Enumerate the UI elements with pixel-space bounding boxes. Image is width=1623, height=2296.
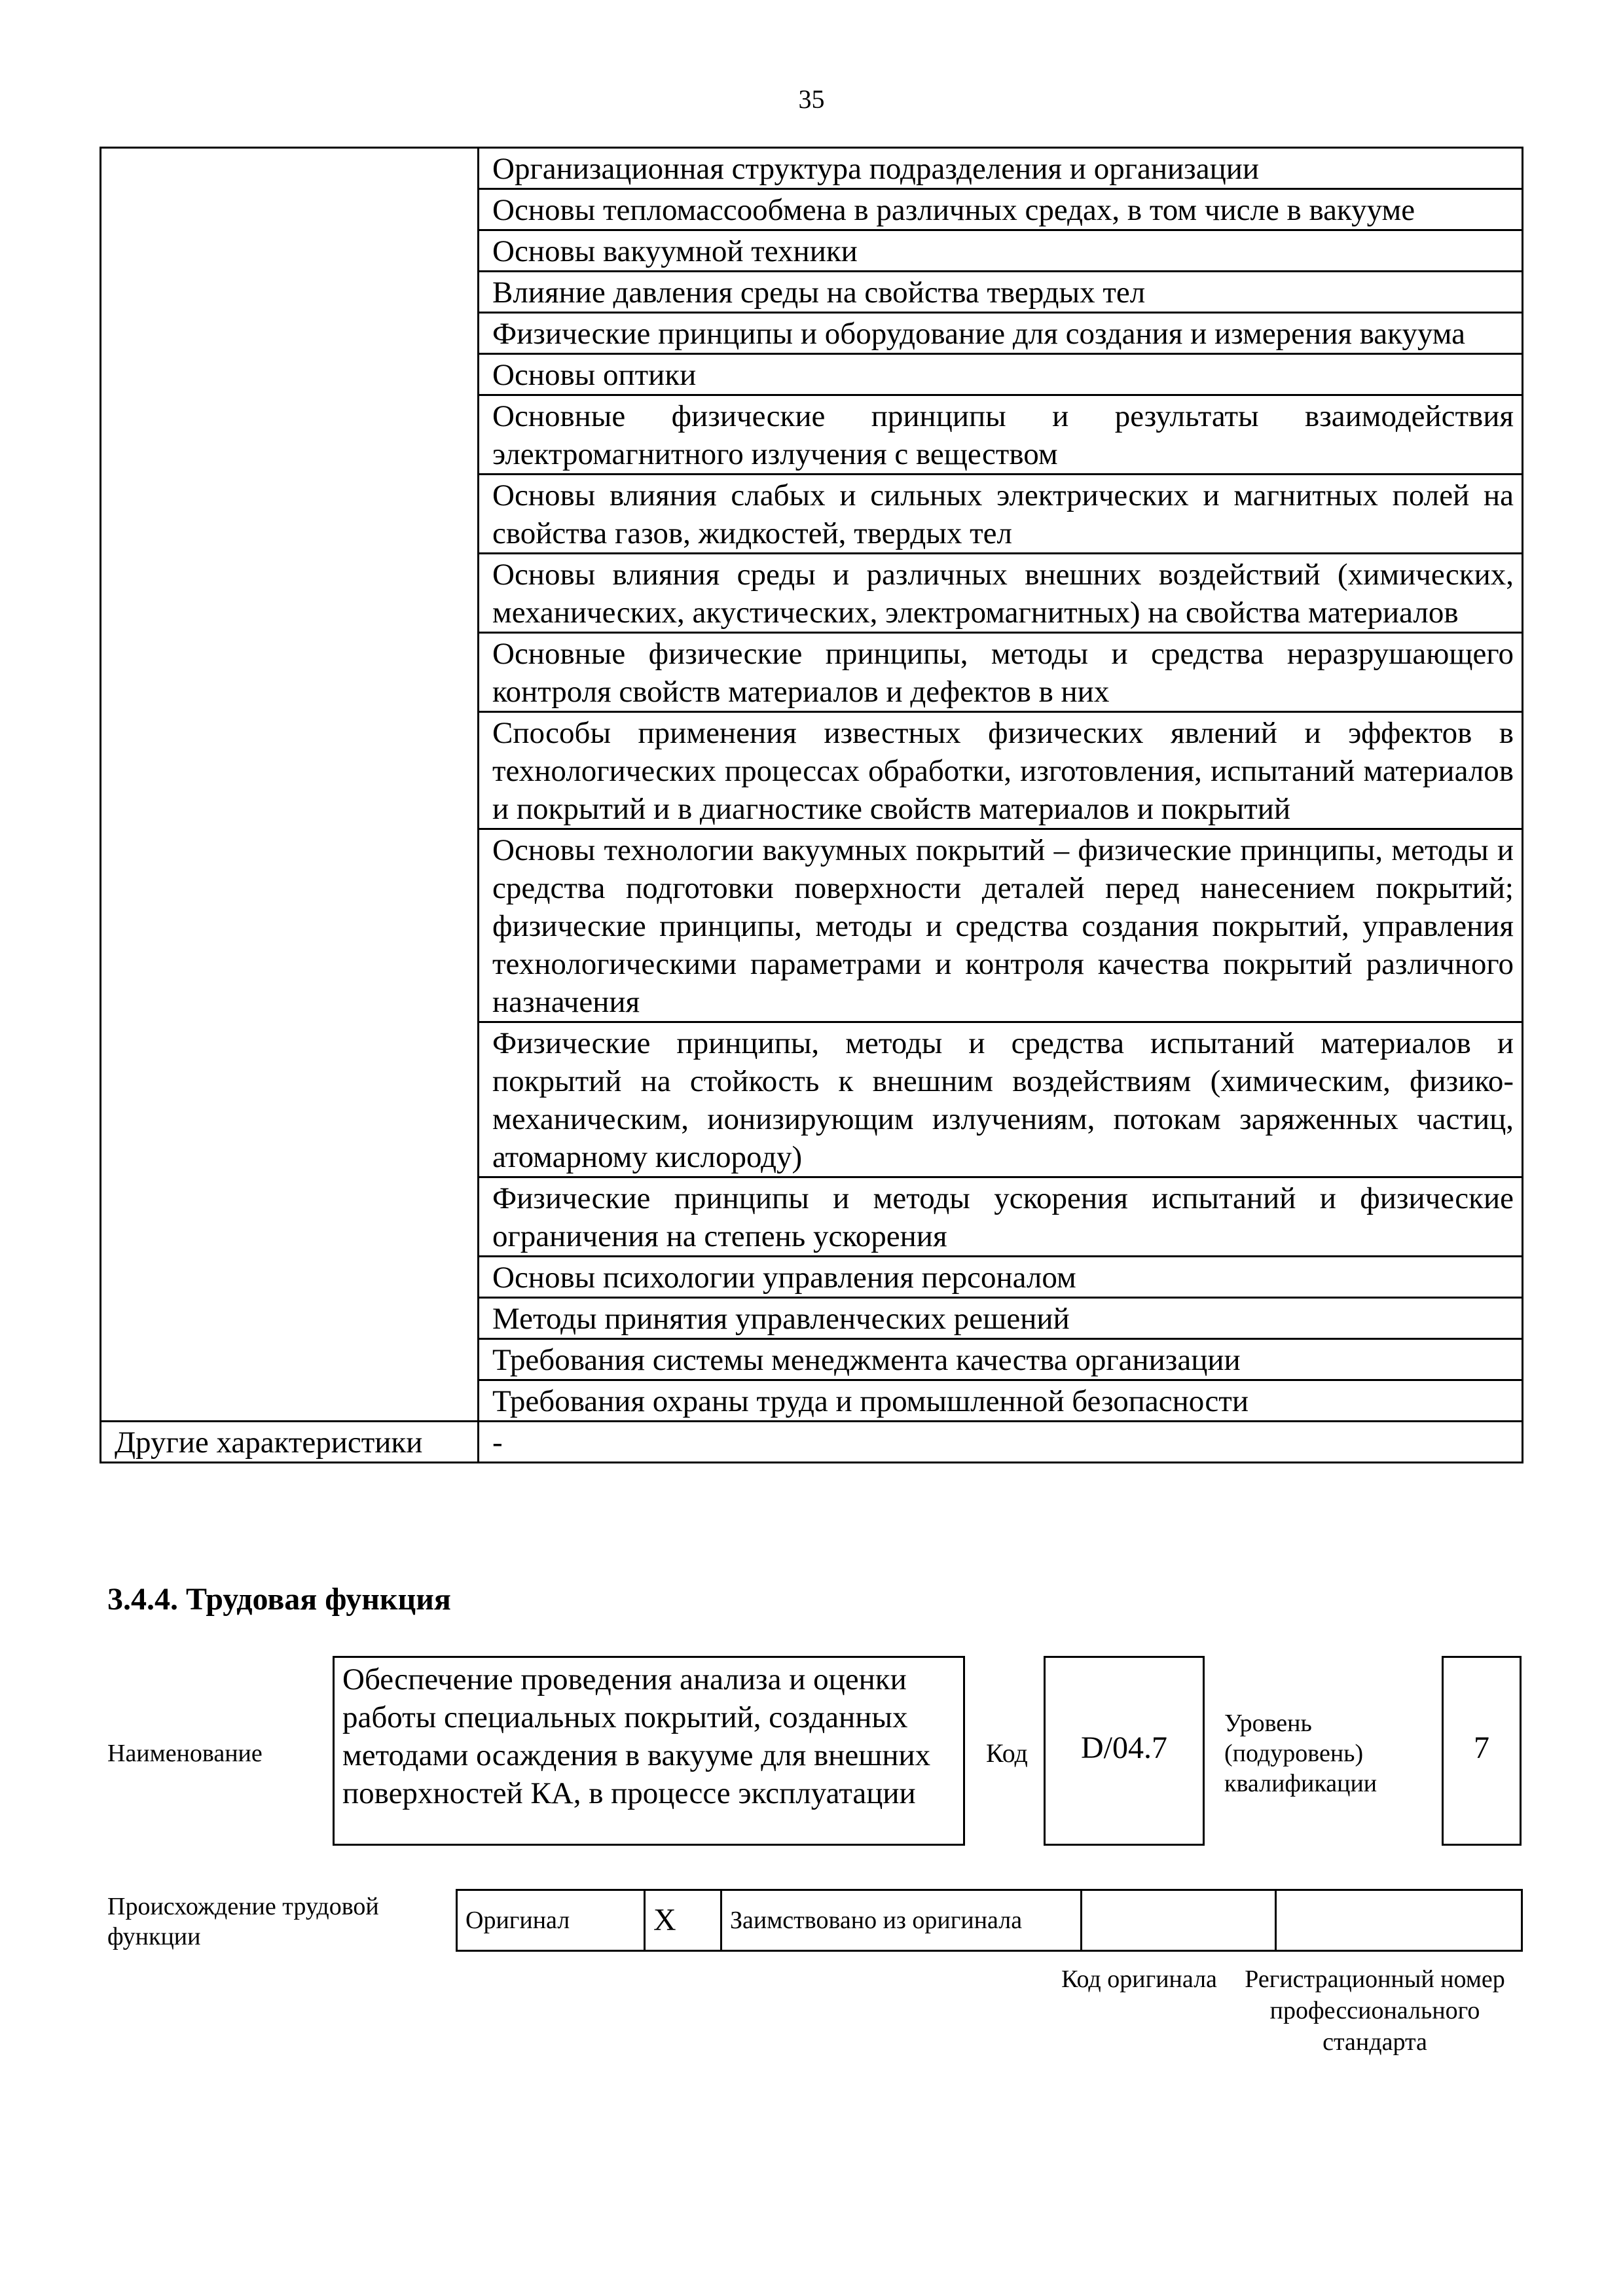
origin-label: Происхождение трудовой функции — [107, 1893, 379, 1950]
reg-number-caption: Регистрационный номер профессионального стандарта — [1245, 1965, 1505, 2056]
knowledge-item: Физические принципы и методы ускорения испытаний и физические ограничения на степень ускорения — [479, 1177, 1523, 1257]
knowledge-item: Основы психологии управления персоналом — [479, 1257, 1523, 1298]
code-label: Код — [986, 1738, 1028, 1768]
level-label: Уровень (подуровень) квалификации — [1224, 1710, 1377, 1797]
knowledge-table — [100, 147, 1523, 1463]
reg-number-cell — [1276, 1890, 1522, 1951]
code-value: D/04.7 — [1044, 1656, 1205, 1846]
knowledge-item: Физические принципы и оборудование для создания и измерения вакуума — [479, 313, 1523, 354]
knowledge-item: Физические принципы, методы и средства испытаний материалов и покрытий на стойкость к внешним воздействиям (химическим, физико-механическим, ионизирующим излучениям, потокам заряженных частиц, атомарному кислороду) — [479, 1022, 1523, 1177]
level-value: 7 — [1442, 1656, 1522, 1846]
knowledge-label-cell — [101, 148, 479, 1422]
code-original-caption: Код оригинала — [1061, 1965, 1217, 1993]
knowledge-item: Требования охраны труда и промышленной безопасности — [479, 1380, 1523, 1422]
knowledge-row — [101, 148, 1523, 189]
other-characteristics-label: Другие характеристики — [101, 1422, 479, 1463]
page-number: 35 — [798, 84, 825, 114]
knowledge-item: Требования системы менеджмента качества организации — [479, 1339, 1523, 1380]
original-mark: X — [645, 1890, 721, 1951]
other-characteristics-value: - — [479, 1422, 1523, 1463]
knowledge-item: Основы влияния слабых и сильных электрических и магнитных полей на свойства газов, жидкостей, твердых тел — [479, 475, 1523, 554]
other-characteristics-row — [101, 1422, 1523, 1463]
knowledge-item: Основные физические принципы, методы и средства неразрушающего контроля свойств материалов и дефектов в них — [479, 633, 1523, 712]
knowledge-item: Методы принятия управленческих решений — [479, 1298, 1523, 1339]
knowledge-item: Способы применения известных физических явлений и эффектов в технологических процессах обработки, изготовления, испытаний материалов и покрытий и в диагностике свойств материалов и покрытий — [479, 712, 1523, 829]
knowledge-item: Основы оптики — [479, 354, 1523, 395]
borrowed-label: Заимствовано из оригинала — [721, 1890, 1082, 1951]
knowledge-item: Основы вакуумной техники — [479, 230, 1523, 272]
original-label: Оригинал — [457, 1890, 645, 1951]
code-original-cell — [1082, 1890, 1276, 1951]
knowledge-item: Основные физические принципы и результаты взаимодействия электромагнитного излучения с веществом — [479, 395, 1523, 475]
knowledge-item: Основы технологии вакуумных покрытий – физические принципы, методы и средства подготовки поверхности деталей перед нанесением покрытий; физические принципы, методы и средства создания покрытий, управления технологическими параметрами и контроля качества покрытий различного назначения — [479, 829, 1523, 1022]
origin-table — [456, 1889, 1523, 1952]
section-title: 3.4.4. Трудовая функция — [107, 1582, 451, 1617]
function-name-label: Наименование — [107, 1740, 263, 1767]
function-name-box: Обеспечение проведения анализа и оценки работы специальных покрытий, созданных методами осаждения в вакууме для внешних поверхностей КА, в процессе эксплуатации — [333, 1656, 965, 1846]
knowledge-item: Организационная структура подразделения и организации — [479, 148, 1523, 189]
knowledge-item: Основы тепломассообмена в различных средах, в том числе в вакууме — [479, 189, 1523, 230]
knowledge-item: Основы влияния среды и различных внешних воздействий (химических, механических, акустических, электромагнитных) на свойства материалов — [479, 554, 1523, 633]
knowledge-item: Влияние давления среды на свойства твердых тел — [479, 272, 1523, 313]
